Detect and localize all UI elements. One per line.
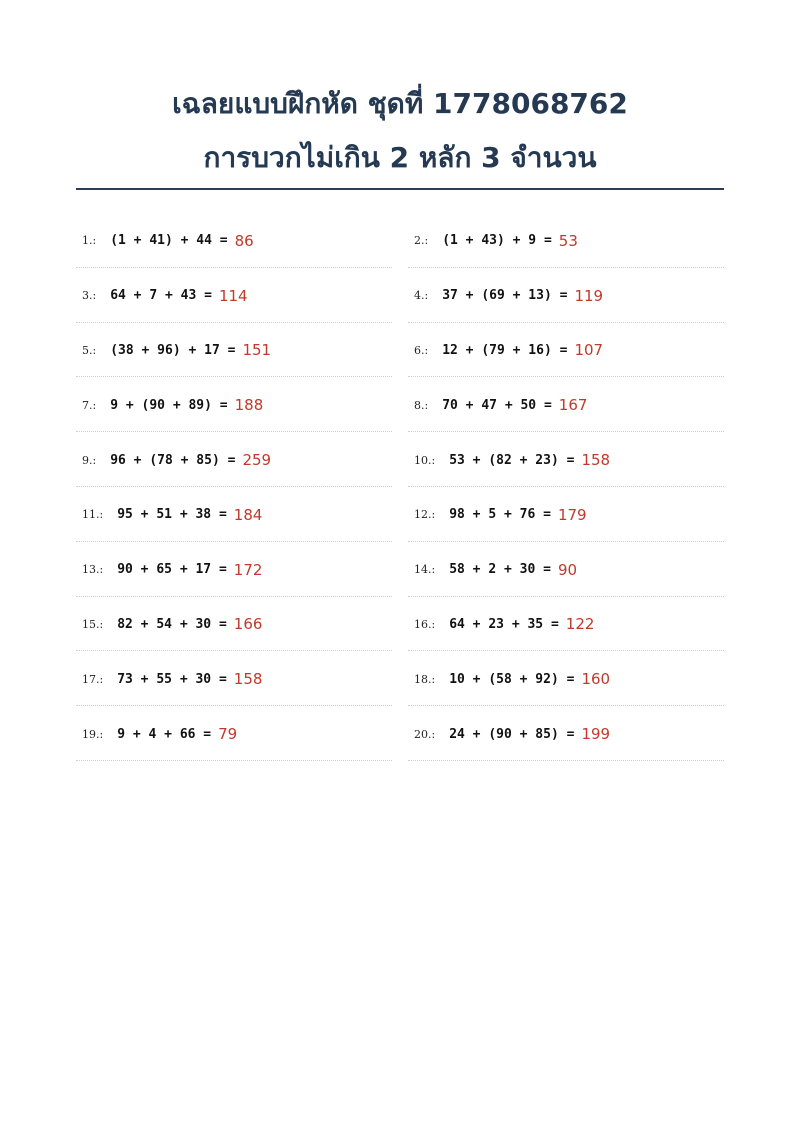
problem-number: 17.: (82, 672, 104, 686)
problem-expression: 53 + (82 + 23) = (449, 452, 575, 468)
problem-expression: 58 + 2 + 30 = (449, 562, 551, 578)
problem-expression: 9 + 4 + 66 = (117, 726, 212, 742)
problem-number: 4.: (414, 289, 429, 303)
problem-number: 10.: (414, 453, 436, 467)
problem-answer: 166 (233, 615, 263, 634)
problem-answer: 179 (557, 505, 587, 524)
problem-answer: 259 (242, 451, 272, 470)
problem-number: 2.: (414, 234, 429, 248)
problem-answer: 119 (574, 286, 604, 305)
problem-answer: 90 (557, 560, 578, 579)
problem-item-12 (408, 487, 724, 542)
problem-number: 1.: (82, 234, 97, 248)
problem-number: 3.: (82, 289, 97, 303)
problem-number: 18.: (414, 672, 436, 686)
page-title: เฉลยแบบฝึกหัด ชุดที่ 1778068762 (172, 87, 628, 120)
problem-expression: 96 + (78 + 85) = (110, 452, 236, 468)
problem-number: 20.: (414, 727, 436, 741)
problem-item-10 (408, 432, 724, 487)
problem-number: 14.: (414, 563, 436, 577)
problem-item-15 (76, 597, 392, 652)
problem-item-18 (408, 651, 724, 706)
problem-answer: 172 (233, 560, 263, 579)
problem-expression: (1 + 41) + 44 = (110, 233, 228, 249)
problem-expression: 9 + (90 + 89) = (110, 397, 228, 413)
problem-answer: 199 (581, 725, 611, 744)
problem-item-14 (408, 542, 724, 597)
problem-number: 5.: (82, 343, 97, 357)
problem-item-7 (76, 377, 392, 432)
problem-item-6 (408, 323, 724, 378)
problem-answer: 79 (218, 725, 238, 744)
problem-expression: 64 + 23 + 35 = (449, 616, 559, 632)
problem-expression: 12 + (79 + 16) = (442, 342, 568, 358)
problem-item-1 (76, 213, 392, 268)
problem-item-4 (408, 268, 724, 323)
problem-answer: 160 (581, 670, 611, 689)
header-divider (76, 188, 724, 190)
problem-item-3 (76, 268, 392, 323)
problem-item-8 (408, 377, 724, 432)
problem-answer: 53 (558, 231, 578, 250)
problem-number: 6.: (414, 343, 429, 357)
problem-item-17 (76, 651, 392, 706)
problem-number: 19.: (82, 727, 104, 741)
problem-answer: 167 (558, 396, 588, 415)
problem-expression: (38 + 96) + 17 = (110, 342, 236, 358)
problem-answer: 188 (234, 396, 264, 415)
problem-expression: (1 + 43) + 9 = (442, 233, 552, 249)
problem-answer: 151 (242, 341, 272, 360)
problem-answer: 158 (581, 451, 611, 470)
problem-expression: 37 + (69 + 13) = (442, 288, 568, 304)
problem-item-19 (76, 706, 392, 761)
problem-expression: 24 + (90 + 85) = (449, 726, 575, 742)
problem-number: 11.: (82, 508, 104, 522)
problem-expression: 70 + 47 + 50 = (442, 397, 552, 413)
problem-number: 8.: (414, 398, 429, 412)
problem-answer: 158 (233, 670, 263, 689)
problem-item-9 (76, 432, 392, 487)
problem-expression: 82 + 54 + 30 = (117, 616, 227, 632)
problem-answer: 114 (218, 286, 248, 305)
problem-item-13 (76, 542, 392, 597)
page-subtitle: การบวกไม่เกิน 2 หลัก 3 จำนวน (203, 141, 597, 174)
problem-answer: 184 (233, 505, 263, 524)
problem-item-11 (76, 487, 392, 542)
problem-item-20 (408, 706, 724, 761)
problem-number: 7.: (82, 398, 97, 412)
problem-answer: 86 (234, 231, 254, 250)
problem-expression: 98 + 5 + 76 = (449, 507, 551, 523)
problem-answer: 122 (565, 615, 595, 634)
problem-number: 16.: (414, 617, 436, 631)
problem-item-16 (408, 597, 724, 652)
problem-expression: 73 + 55 + 30 = (117, 671, 227, 687)
problem-number: 9.: (82, 453, 97, 467)
problem-expression: 10 + (58 + 92) = (449, 671, 575, 687)
problem-expression: 95 + 51 + 38 = (117, 507, 227, 523)
problem-number: 12.: (414, 508, 436, 522)
problem-answer: 107 (574, 341, 604, 360)
problem-number: 15.: (82, 617, 104, 631)
problem-item-2 (408, 213, 724, 268)
problem-grid (76, 213, 724, 761)
problem-number: 13.: (82, 563, 104, 577)
worksheet-header (76, 84, 724, 178)
problem-expression: 90 + 65 + 17 = (117, 562, 227, 578)
problem-item-5 (76, 323, 392, 378)
problem-expression: 64 + 7 + 43 = (110, 288, 212, 304)
